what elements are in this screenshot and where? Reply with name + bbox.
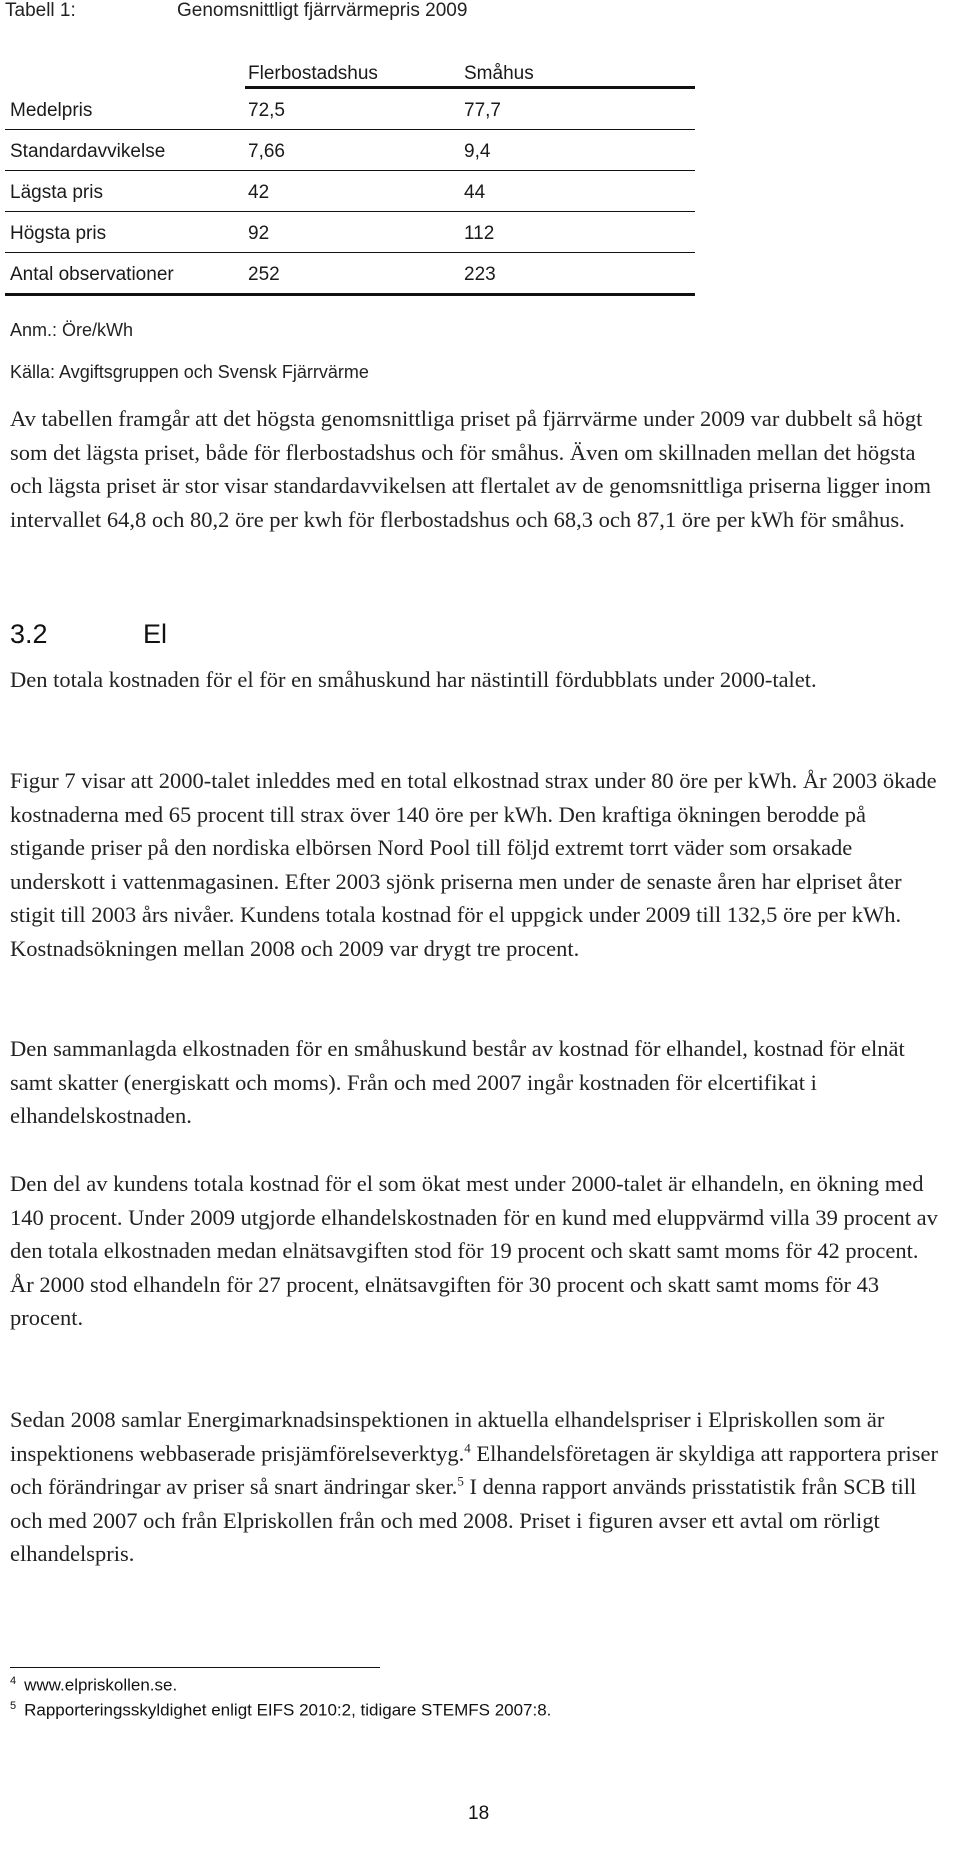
footnote-text: Rapporteringsskyldighet enligt EIFS 2010:2, tidigare STEMFS 2007:8.	[24, 1700, 552, 1720]
paragraph-text: Den del av kundens totala kostnad för el som ökat mest under 2000-talet är elhandeln, en ökning med 140 procent. Under 2009 utgjorde elhandelskostnaden för en kund med eluppvärmd villa 39 procent av den totala elkostnaden medan elnätsavgiften stod för 19 procent och skatt samt moms för 42 procent. År 2000 stod elhandeln för 27 procent, elnätsavgiften för 30 procent och skatt samt moms för 43 procent.	[10, 1171, 938, 1330]
column-header-flerbostadshus: Flerbostadshus	[248, 63, 378, 84]
row-label: Lägsta pris	[10, 182, 103, 203]
paragraph-text-part: I denna rapport används prisstatistik från SCB till och med 2007 och från Elpriskollen från och med 2008. Priset i figuren avser ett avtal om rörligt elhandelspris.	[10, 1474, 917, 1566]
footnote-ref[interactable]: 4	[464, 1440, 471, 1455]
paragraph-text: Figur 7 visar att 2000-talet inleddes med en total elkostnad strax under 80 öre per kWh. År 2003 ökade kostnaderna med 65 procent till strax över 140 öre per kWh. Den kraftiga ökningen berodde på stigande priser på den nordiska elbörsen Nord Pool till följd extremt torrt väder som orsakade underskott i vattenmagasinen. Efter 2003 sjönk priserna men under de senaste åren har elpriset åter stigit till 2003 års nivåer. Kundens totala kostnad för el uppgick under 2009 till 132,5 öre per kWh. Kostnadsökningen mellan 2008 och 2009 var drygt tre procent.	[10, 768, 937, 961]
cell-flerbostadshus: 252	[248, 264, 280, 285]
cell-smahus: 223	[464, 264, 496, 285]
paragraph-elpriskollen	[10, 1403, 940, 1571]
paragraph-text: Den totala kostnaden för el för en småhuskund har nästintill fördubblats under 2000-talet.	[10, 667, 817, 692]
cell-flerbostadshus: 72,5	[248, 100, 285, 121]
paragraph-text: Av tabellen framgår att det högsta genomsnittliga priset på fjärrvärme under 2009 var dubbelt så högt som det lägsta priset, både för flerbostadshus och för småhus. Även om skillnaden mellan det högsta och lägsta priset är stor visar standardavvikelsen att flertalet av de genomsnittliga priserna ligger inom intervallet 64,8 och 80,2 öre per kwh för flerbostadshus och 68,3 och 87,1 öre per kWh för småhus.	[10, 406, 931, 532]
row-label: Högsta pris	[10, 223, 107, 244]
cell-smahus: 44	[464, 182, 486, 203]
table-note-unit: Anm.: Öre/kWh	[10, 320, 134, 340]
table-row	[5, 171, 695, 212]
table-row	[5, 89, 695, 130]
paragraph-text-part: Elhandelsföretagen är skyldiga att rapportera priser och förändringar av priser så snart ändringar sker.	[10, 1440, 939, 1499]
footnote-5	[10, 1700, 551, 1721]
cell-smahus: 9,4	[464, 141, 491, 162]
table-header-row	[245, 56, 695, 89]
cell-flerbostadshus: 92	[248, 223, 270, 244]
footnote-number: 5	[10, 1700, 17, 1712]
cell-smahus: 77,7	[464, 100, 501, 121]
section-number: 3.2	[10, 619, 48, 649]
section-heading	[10, 619, 167, 650]
paragraph-text	[10, 1403, 940, 1571]
section-title: El	[143, 619, 168, 649]
column-header-smahus: Småhus	[464, 63, 534, 84]
price-table	[5, 56, 695, 296]
cell-flerbostadshus: 42	[248, 182, 270, 203]
row-label: Medelpris	[10, 100, 93, 121]
footnote-4	[10, 1675, 177, 1696]
table-number: Tabell 1:	[5, 0, 76, 21]
paragraph-text-part: Sedan 2008 samlar Energimarknadsinspektionen in aktuella elhandelspriser i Elpriskollen som är inspektionens webbaserade prisjämförelseverktyg.	[10, 1407, 885, 1466]
row-label: Antal observationer	[10, 264, 174, 285]
table-row	[5, 130, 695, 171]
paragraph-cost-components	[10, 1032, 940, 1133]
page-number: 18	[468, 1803, 490, 1824]
cell-flerbostadshus: 7,66	[248, 141, 285, 162]
table-title: Genomsnittligt fjärrvärmepris 2009	[177, 0, 468, 21]
cell-smahus: 112	[464, 223, 495, 244]
paragraph-table-analysis	[10, 402, 940, 536]
table-row	[5, 253, 695, 296]
table-row	[5, 212, 695, 253]
table-caption	[5, 0, 467, 22]
paragraph-el-intro	[10, 663, 940, 697]
footnote-link[interactable]: www.elpriskollen.se.	[24, 1675, 178, 1695]
paragraph-figure-7	[10, 764, 940, 965]
table-note-source: Källa: Avgiftsgruppen och Svensk Fjärrvärme	[10, 362, 369, 382]
row-label: Standardavvikelse	[10, 141, 166, 162]
footnote-ref[interactable]: 5	[457, 1473, 464, 1489]
paragraph-text: Den sammanlagda elkostnaden för en småhuskund består av kostnad för elhandel, kostnad för elnät samt skatter (energiskatt och moms). Från och med 2007 ingår kostnaden för elcertifikat i elhandelskostnaden.	[10, 1036, 905, 1128]
paragraph-elhandel-share	[10, 1167, 940, 1335]
footnote-divider	[10, 1667, 380, 1668]
footnote-number: 4	[10, 1675, 17, 1687]
